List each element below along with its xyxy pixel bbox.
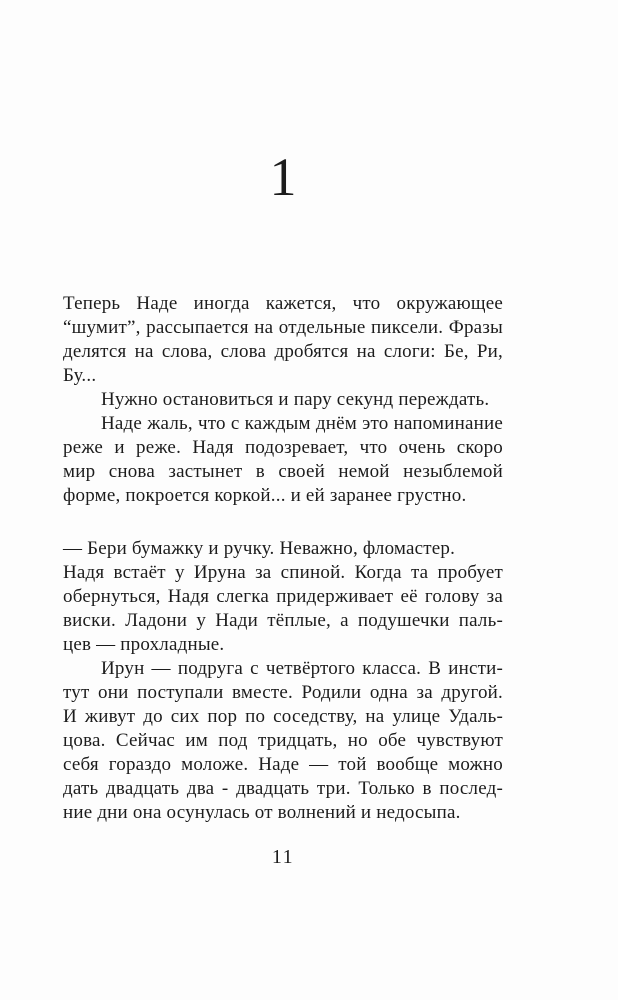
text-line: И живут до сих пор по соседству, на улице Удаль- — [63, 706, 503, 727]
text-line: цев — прохладные. — [63, 634, 225, 655]
text-line: Надя встаёт у Ируна за спиной. Когда та пробует — [63, 562, 503, 583]
text-line: обернуться, Надя слегка придерживает её голову за — [63, 586, 503, 607]
text-line: делятся на слова, слова дробятся на слоги: Бе, Ри, — [63, 341, 503, 362]
page-number: 11 — [271, 846, 295, 868]
text-line: реже и реже. Надя подозревает, что очень скоро — [63, 437, 503, 458]
text-line: себя гораздо моложе. Наде — той вообще можно — [63, 754, 503, 775]
text-line: тут они поступали вместе. Родили одна за другой. — [63, 682, 503, 703]
paragraph — [63, 292, 503, 388]
text-line: форме, покроется коркой... и ей заранее грустно. — [63, 485, 467, 506]
text-line: ние дни она осунулась от волнений и недосыпа. — [63, 802, 461, 823]
text-line: Бу... — [63, 365, 97, 386]
paragraph — [63, 657, 503, 825]
text-line: Нужно остановиться и пару секунд переждать. — [101, 389, 490, 410]
text-line: Ирун — подруга с четвёртого класса. В инсти- — [101, 658, 503, 679]
paragraph — [63, 561, 503, 657]
text-line: дать двадцать два - двадцать три. Только в послед- — [63, 778, 503, 799]
text-line: виски. Ладони у Нади тёплые, а подушечки паль- — [63, 610, 503, 631]
paragraph — [63, 537, 503, 561]
paragraph — [63, 388, 503, 412]
text-line: — Бери бумажку и ручку. Неважно, фломастер. — [63, 538, 456, 559]
text-block — [63, 292, 503, 825]
text-line: мир снова застынет в своей немой незыблемой — [63, 461, 503, 482]
text-line: цова. Сейчас им под тридцать, но обе чувствуют — [63, 730, 503, 751]
text-line: “шумит”, рассыпается на отдельные пиксели. Фразы — [63, 317, 503, 338]
paragraph — [63, 412, 503, 508]
chapter-number: 1 — [269, 147, 297, 207]
text-line: Наде жаль, что с каждым днём это напоминание — [101, 413, 503, 434]
text-line: Теперь Наде иногда кажется, что окружающее — [63, 293, 503, 314]
